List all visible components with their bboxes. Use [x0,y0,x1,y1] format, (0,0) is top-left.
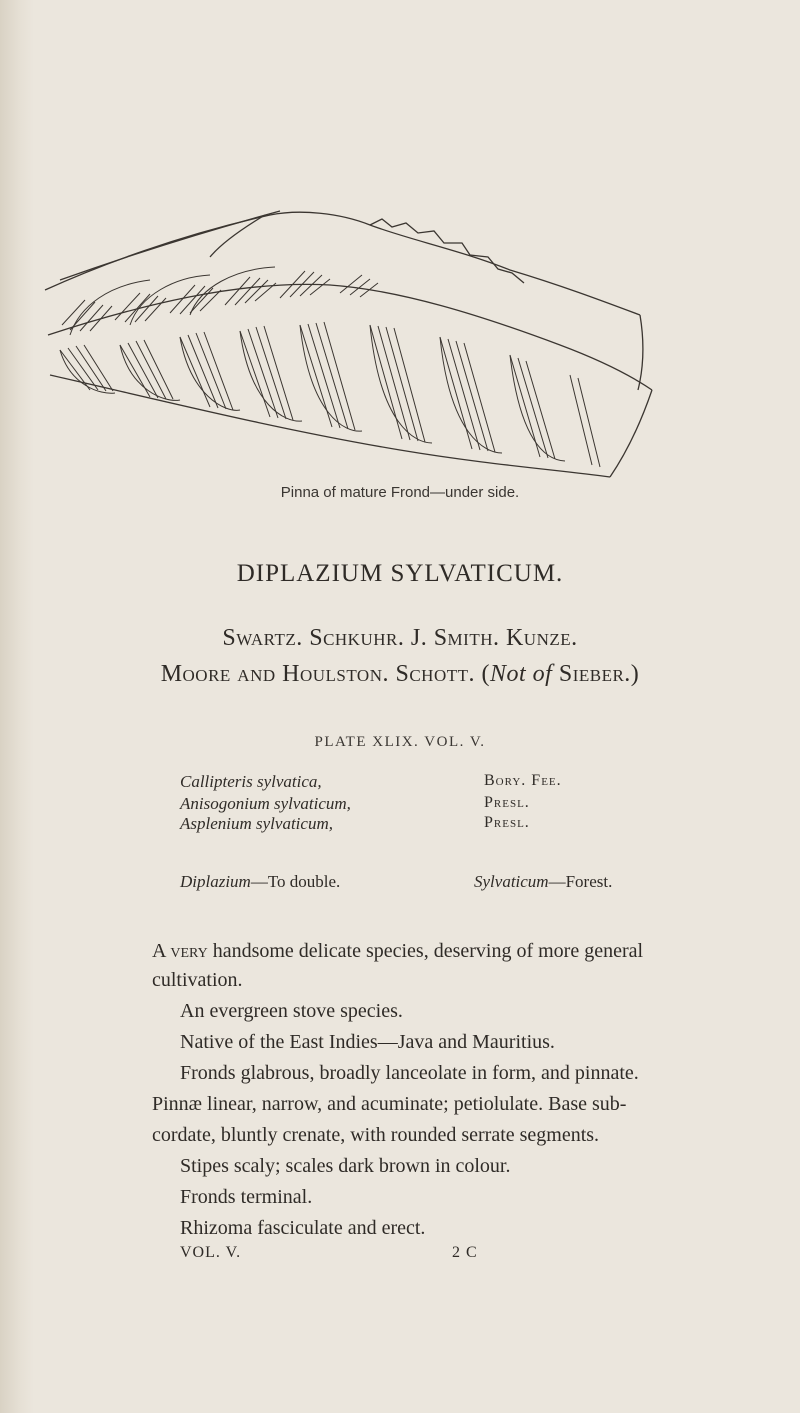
species-name: Sylvaticum [474,872,549,891]
genus-meaning: —To double. [250,872,341,891]
synonym-authority: Bory. Fee. [484,772,562,789]
description-line-10: Rhizoma fasciculate and erect. [180,1217,426,1239]
authorities-line-2-italic: Not of [490,661,553,687]
species-meaning: —Forest. [548,872,613,891]
fern-pinna-illustration [40,185,680,480]
genus-etymology [180,872,340,892]
authorities-line-2 [0,661,800,688]
genus-name: Diplazium [180,872,251,891]
footer-volume: VOL. V. [180,1244,242,1261]
illustration-caption: Pinna of mature Frond—under side. [280,484,520,501]
description-line-5: Fronds glabrous, broadly lanceolate in form, and pinnate. [180,1062,639,1084]
description-line-9: Fronds terminal. [180,1186,313,1208]
footer-signature: 2 C [452,1244,478,1261]
synonym-name: Asplenium sylvaticum, [180,814,333,833]
synonym-authority: Presl. [484,814,530,831]
page-binding-edge [0,0,34,1413]
species-title: DIPLAZIUM SYLVATICUM. [236,560,564,587]
description-line-2: cultivation. [152,969,243,991]
description-line-4: Native of the East Indies—Java and Mauritius. [180,1031,555,1053]
description-line-7: cordate, bluntly crenate, with rounded serrate segments. [152,1124,600,1146]
description-line-1 [152,940,643,963]
synonym-name: Anisogonium sylvaticum, [180,794,351,813]
description-line-1-text: handsome delicate species, deserving of more general [207,940,644,962]
plate-reference: PLATE XLIX. VOL. V. [314,734,486,750]
description-line-3: An evergreen stove species. [180,1000,403,1022]
description-line-8: Stipes scaly; scales dark brown in colour. [180,1155,511,1177]
synonym-name: Callipteris sylvatica, [180,772,322,791]
authorities-line-2-end: Sieber.) [552,661,640,687]
description-lead: A very [152,940,208,962]
pinna-drawing [40,185,680,480]
description-line-6: Pinnæ linear, narrow, and acuminate; petiolulate. Base sub- [152,1093,627,1115]
synonym-authority: Presl. [484,794,530,811]
authorities-line-1: Swartz. Schkuhr. J. Smith. Kunze. [222,625,578,651]
species-etymology [474,872,612,892]
authorities-line-2-main: Moore and Houlston. Schott. ( [160,661,490,687]
